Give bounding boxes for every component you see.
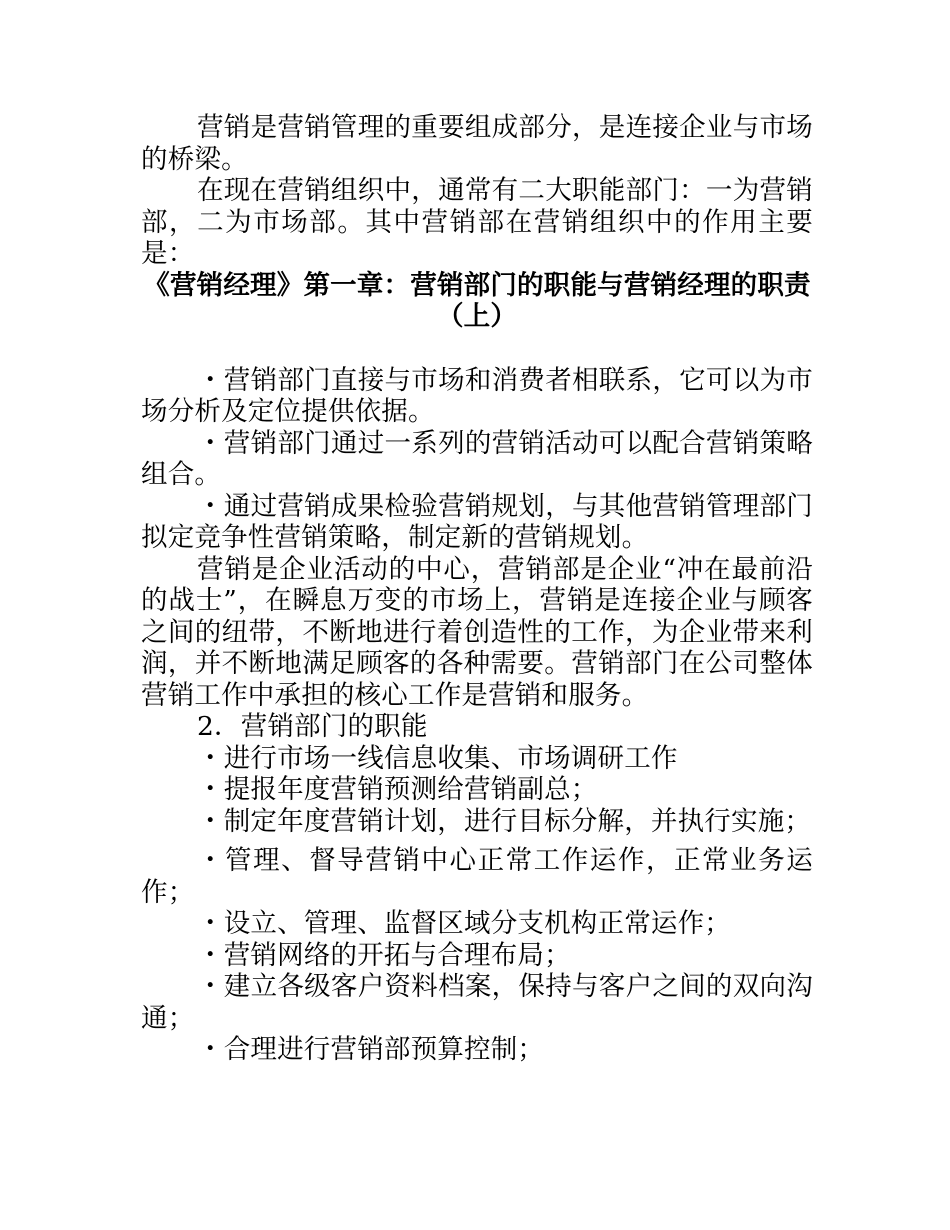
function-bullet: ・进行市场一线信息收集、市场调研工作	[197, 742, 678, 774]
spacer	[141, 333, 813, 365]
function-bullet: ・设立、管理、监督区域分支机构正常运作；	[197, 908, 731, 939]
spacer	[141, 837, 813, 845]
core-paragraph: 营销是企业活动的中心，营销部是企业“冲在最前沿的战士”，在瞬息万变的市场上，营销是连接企业与顾客之间的纽带，不断地进行着创造性的工作，为企业带来利润，并不断地满足顾客的各种需要。营销部门在公司整体营销工作中承担的核心工作是营销和服务。	[141, 553, 813, 711]
document-page	[141, 112, 813, 1066]
function-bullet: ・建立各级客户资料档案，保持与客户之间的双向沟通；	[141, 971, 813, 1034]
role-bullet: ・营销部门通过一系列的营销活动可以配合营销策略组合。	[141, 427, 813, 490]
function-bullet: ・制定年度营销计划，进行目标分解，并执行实施；	[197, 805, 812, 837]
role-bullet: ・通过营销成果检验营销规划，与其他营销管理部门拟定竞争性营销策略，制定新的营销规划。	[141, 490, 813, 553]
document-title: 《营销经理》第一章：营销部门的职能与营销经理的职责（上）	[143, 269, 811, 332]
function-bullet: ・管理、督导营销中心正常工作运作，正常业务运作；	[141, 845, 813, 908]
role-bullet: ・营销部门直接与市场和消费者相联系，它可以为市场分析及定位提供依据。	[141, 364, 813, 427]
function-bullet: ・合理进行营销部预算控制；	[197, 1034, 545, 1065]
section-heading: 2．营销部门的职能	[197, 711, 428, 742]
intro-paragraph: 营销是营销管理的重要组成部分，是连接企业与市场的桥梁。	[141, 112, 813, 175]
intro-paragraph: 在现在营销组织中，通常有二大职能部门：一为营销部，二为市场部。其中营销部在营销组织中的作用主要是：	[141, 175, 813, 269]
function-bullet: ・提报年度营销预测给营销副总；	[197, 774, 598, 805]
function-bullet: ・营销网络的开拓与合理布局；	[197, 939, 571, 971]
